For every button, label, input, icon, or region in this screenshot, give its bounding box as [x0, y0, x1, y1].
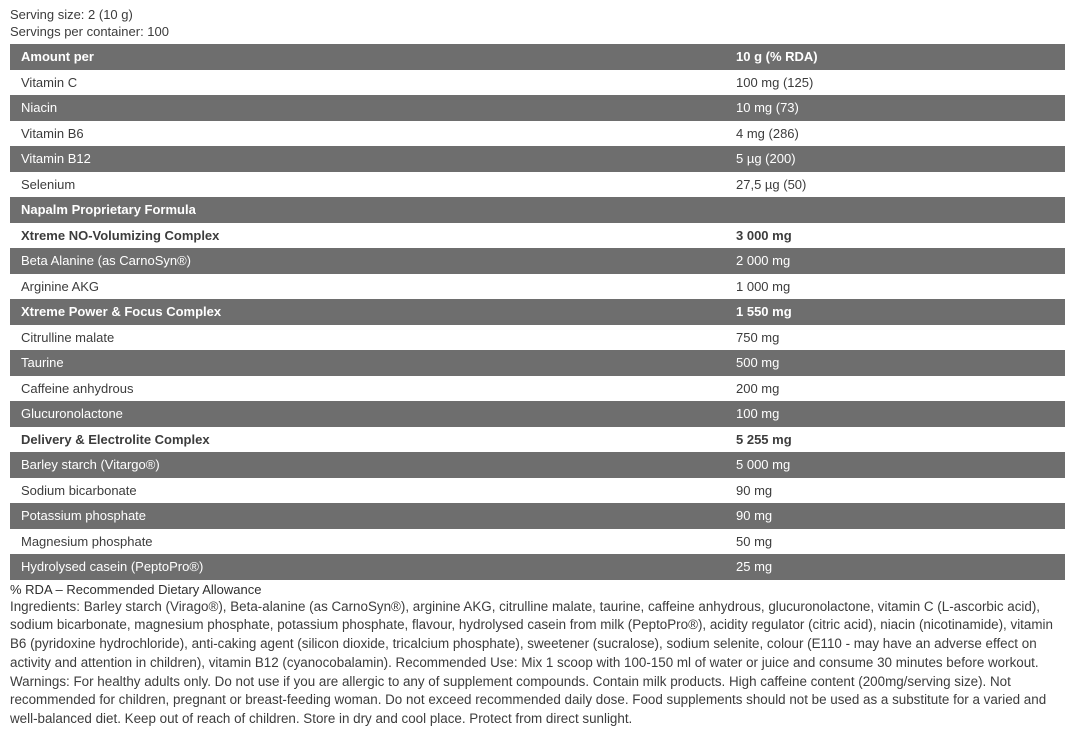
- nutrient-value: 750 mg: [736, 330, 1065, 345]
- nutrient-name: Niacin: [10, 100, 736, 115]
- table-row: [10, 121, 1065, 147]
- table-row: [10, 376, 1065, 402]
- table-row: [10, 197, 1065, 223]
- header-amount-per: Amount per: [10, 49, 736, 64]
- nutrient-name: Magnesium phosphate: [10, 534, 736, 549]
- nutrient-name: Selenium: [10, 177, 736, 192]
- nutrient-value: 25 mg: [736, 559, 1065, 574]
- table-row: [10, 554, 1065, 580]
- nutrient-value: 5 000 mg: [736, 457, 1065, 472]
- table-row: [10, 503, 1065, 529]
- nutrient-name: Barley starch (Vitargo®): [10, 457, 736, 472]
- table-header-row: [10, 44, 1065, 70]
- nutrient-value: 1 550 mg: [736, 304, 1065, 319]
- nutrient-name: Xtreme Power & Focus Complex: [10, 304, 736, 319]
- table-row: [10, 478, 1065, 504]
- nutrient-value: 3 000 mg: [736, 228, 1065, 243]
- nutrient-name: Glucuronolactone: [10, 406, 736, 421]
- nutrient-value: 100 mg: [736, 406, 1065, 421]
- table-row: [10, 350, 1065, 376]
- serving-size-line: Serving size: 2 (10 g): [10, 6, 1065, 23]
- servings-per-container-line: Servings per container: 100: [10, 23, 1065, 40]
- nutrient-name: Citrulline malate: [10, 330, 736, 345]
- nutrient-name: Potassium phosphate: [10, 508, 736, 523]
- nutrient-name: Xtreme NO-Volumizing Complex: [10, 228, 736, 243]
- table-row: [10, 172, 1065, 198]
- table-row: [10, 223, 1065, 249]
- nutrient-name: Arginine AKG: [10, 279, 736, 294]
- nutrient-value: 50 mg: [736, 534, 1065, 549]
- nutrition-table: [10, 44, 1065, 580]
- serving-info: [10, 6, 1065, 40]
- warnings-paragraph: Warnings: For healthy adults only. Do not use if you are allergic to any of supplement compounds. Contain milk products. High caffeine content (200mg/serving size). Not recommended for children, pregnant or breast-feeding woman. Do not exceed recommended daily dose. Food supplements should not be used as a substitute for a varied and well-balanced diet. Keep out of reach of children. Store in dry and cool place. Protect from direct sunlight.: [10, 673, 1065, 729]
- table-row: [10, 95, 1065, 121]
- nutrient-value: 200 mg: [736, 381, 1065, 396]
- table-row: [10, 401, 1065, 427]
- nutrient-name: Hydrolysed casein (PeptoPro®): [10, 559, 736, 574]
- table-row: [10, 325, 1065, 351]
- nutrient-name: Taurine: [10, 355, 736, 370]
- table-row: [10, 248, 1065, 274]
- table-row: [10, 70, 1065, 96]
- nutrient-value: 90 mg: [736, 508, 1065, 523]
- table-row: [10, 146, 1065, 172]
- header-per-serving-value: 10 g (% RDA): [736, 49, 1065, 64]
- ingredients-paragraph: Ingredients: Barley starch (Virago®), Beta-alanine (as CarnoSyn®), arginine AKG, citrulline malate, taurine, caffeine anhydrous, glucuronolactone, vitamin C (L-ascorbic acid), sodium bicarbonate, magnesium phosphate, potassium phosphate, flavour, hydrolysed casein from milk (PeptoPro®), acidity regulator (citric acid), niacin (nicotinamide), vitamin B6 (pyridoxine hydrochloride), anti-caking agent (silicon dioxide, tricalcium phosphate), sweetener (sucralose), sodium selenite, colour (E110 - may have an adverse effect on activity and attention in children), vitamin B12 (cyanocobalamin). Recommended Use: Mix 1 scoop with 100-150 ml of water or juice and consume 30 minutes before workout.: [10, 598, 1065, 673]
- nutrient-value: 4 mg (286): [736, 126, 1065, 141]
- ingredients-and-warnings: [10, 598, 1065, 729]
- nutrient-value: 5 255 mg: [736, 432, 1065, 447]
- nutrient-value: 10 mg (73): [736, 100, 1065, 115]
- table-row: [10, 427, 1065, 453]
- nutrient-value: 1 000 mg: [736, 279, 1065, 294]
- nutrient-name: Caffeine anhydrous: [10, 381, 736, 396]
- nutrient-value: 90 mg: [736, 483, 1065, 498]
- nutrient-name: Sodium bicarbonate: [10, 483, 736, 498]
- nutrient-value: 5 µg (200): [736, 151, 1065, 166]
- nutrient-value: 2 000 mg: [736, 253, 1065, 268]
- table-row: [10, 299, 1065, 325]
- nutrient-name: Vitamin C: [10, 75, 736, 90]
- table-row: [10, 529, 1065, 555]
- nutrition-table-body: [10, 70, 1065, 580]
- nutrient-value: 100 mg (125): [736, 75, 1065, 90]
- nutrient-name: Vitamin B12: [10, 151, 736, 166]
- nutrient-name: Napalm Proprietary Formula: [10, 202, 736, 217]
- nutrient-value: 27,5 µg (50): [736, 177, 1065, 192]
- nutrient-name: Delivery & Electrolite Complex: [10, 432, 736, 447]
- nutrient-value: 500 mg: [736, 355, 1065, 370]
- nutrient-name: Beta Alanine (as CarnoSyn®): [10, 253, 736, 268]
- table-row: [10, 452, 1065, 478]
- rda-footnote: % RDA – Recommended Dietary Allowance: [10, 582, 1065, 598]
- nutrient-name: Vitamin B6: [10, 126, 736, 141]
- table-row: [10, 274, 1065, 300]
